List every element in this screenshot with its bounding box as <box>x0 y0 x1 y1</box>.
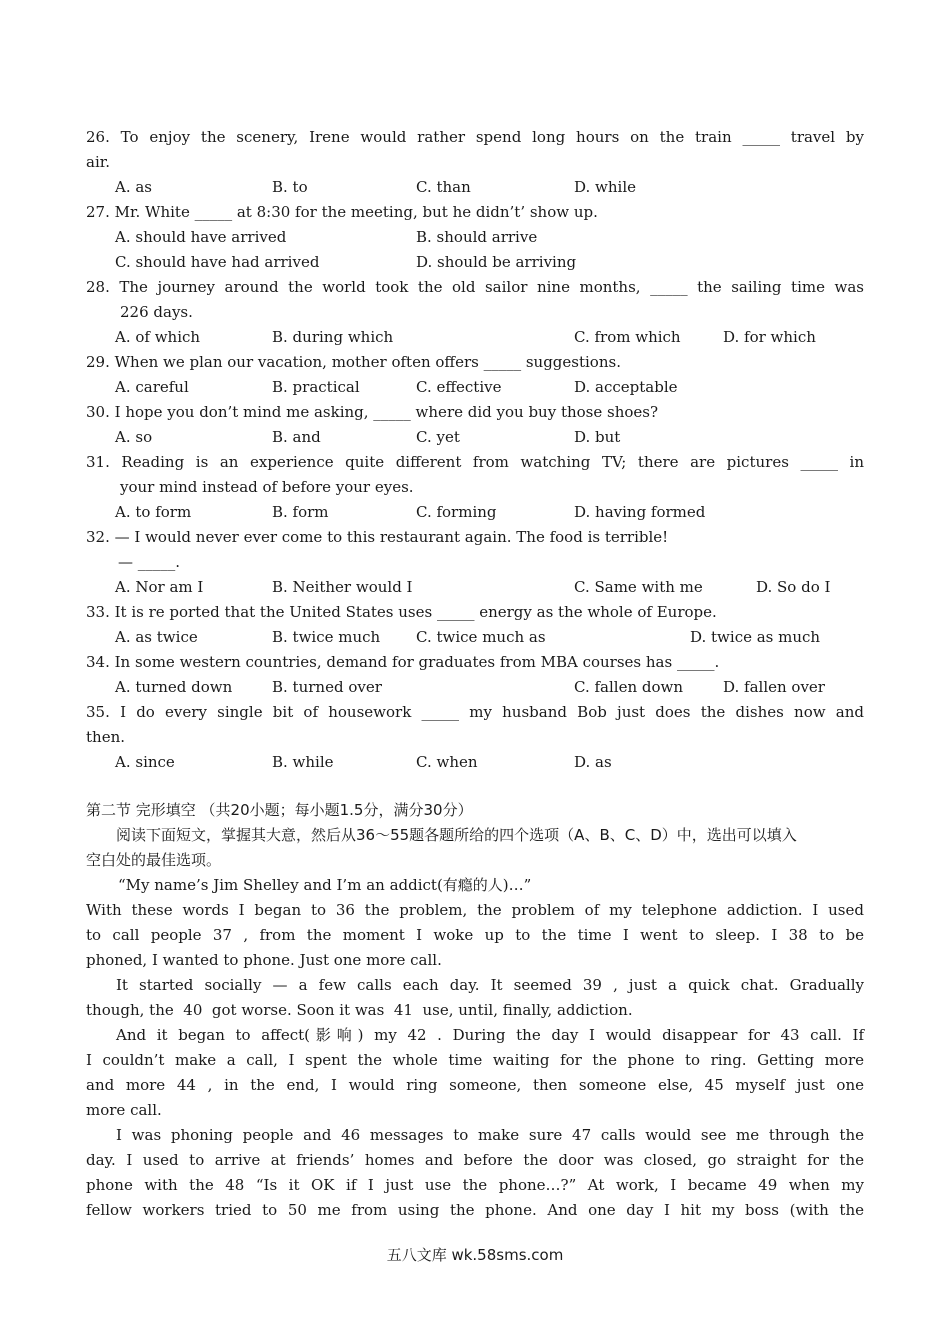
option-d: D. twice as much <box>690 628 821 646</box>
passage-line: and more 44 , in the end, I would ring someone, then someone else, 45 myself just one <box>86 1076 864 1094</box>
option-a: A. should have arrived <box>115 228 287 246</box>
option-c: C. should have had arrived <box>115 253 320 271</box>
passage-line: phoned, I wanted to phone. Just one more call. <box>86 951 442 969</box>
option-b: B. and <box>272 428 321 446</box>
option-b: B. twice much <box>272 628 381 646</box>
question-33-stem: 33. It is re ported that the United States uses _____ energy as the whole of Europe. <box>86 603 717 621</box>
option-b: B. practical <box>272 378 360 396</box>
option-c: C. than <box>416 178 471 196</box>
option-c: C. forming <box>416 503 497 521</box>
option-c: C. Same with me <box>574 578 703 596</box>
passage-title: “My name’s Jim Shelley and I’m an addict(有瘾的人)…” <box>118 876 532 894</box>
option-a: A. careful <box>115 378 189 396</box>
option-b: B. turned over <box>272 678 382 696</box>
question-35-stem-cont: then. <box>86 728 125 746</box>
option-d: D. for which <box>723 328 816 346</box>
page-footer: 五八文库 wk.58sms.com <box>386 1246 564 1264</box>
question-32-stem-cont: — _____. <box>118 553 181 571</box>
passage-line: With these words I began to 36 the problem, the problem of my telephone addiction. I used <box>86 901 864 919</box>
question-32-stem: 32. — I would never ever come to this restaurant again. The food is terrible! <box>86 528 669 546</box>
option-a: A. so <box>115 428 153 446</box>
option-a: A. of which <box>115 328 201 346</box>
option-d: D. as <box>574 753 612 771</box>
option-b: B. Neither would I <box>272 578 413 596</box>
question-31-stem-cont: your mind instead of before your eyes. <box>120 478 414 496</box>
option-a: A. turned down <box>115 678 233 696</box>
question-29-stem: 29. When we plan our vacation, mother often offers _____ suggestions. <box>86 353 621 371</box>
question-35-stem: 35. I do every single bit of housework _____ my husband Bob just does the dishes now and <box>86 703 864 721</box>
option-c: C. effective <box>416 378 502 396</box>
question-26-stem: 26. To enjoy the scenery, Irene would rather spend long hours on the train _____ travel by <box>86 128 864 146</box>
option-a: A. as <box>115 178 153 196</box>
question-26-stem-cont: air. <box>86 153 111 171</box>
passage-line: fellow workers tried to 50 me from using the phone. And one day I hit my boss (with the <box>86 1201 864 1219</box>
option-b: B. form <box>272 503 329 521</box>
question-34-stem: 34. In some western countries, demand for graduates from MBA courses has _____. <box>86 653 720 671</box>
option-d: D. but <box>574 428 621 446</box>
option-a: A. Nor am I <box>115 578 204 596</box>
passage-line: phone with the 48 “Is it OK if I just use the phone…?” At work, I became 49 when my <box>86 1176 864 1194</box>
passage-line: I was phoning people and 46 messages to make sure 47 calls would see me through the <box>116 1126 864 1144</box>
question-28-stem: 28. The journey around the world took the old sailor nine months, _____ the sailing time was <box>86 278 864 296</box>
passage-line: I couldn’t make a call, I spent the whole time waiting for the phone to ring. Getting more <box>86 1051 864 1069</box>
option-d: D. acceptable <box>574 378 678 396</box>
option-c: C. yet <box>416 428 460 446</box>
section-heading: 第二节 完形填空 （共20小题；每小题1.5分，满分30分） <box>86 801 473 819</box>
option-a: A. to form <box>115 503 192 521</box>
passage-line: though, the 40 got worse. Soon it was 41 use, until, finally, addiction. <box>86 1001 633 1019</box>
option-d: D. fallen over <box>723 678 825 696</box>
section-instructions-cont: 空白处的最佳选项。 <box>86 851 222 869</box>
option-b: B. during which <box>272 328 394 346</box>
option-c: C. from which <box>574 328 681 346</box>
passage-line: day. I used to arrive at friends’ homes and before the door was closed, go straight for the <box>86 1151 864 1169</box>
option-d: D. while <box>574 178 636 196</box>
passage-line: And it began to affect(影响) my 42 . During the day I would disappear for 43 call. If <box>116 1026 864 1044</box>
option-b: B. to <box>272 178 308 196</box>
passage-line: to call people 37 , from the moment I woke up to the time I went to sleep. I 38 to be <box>86 926 864 944</box>
passage-line: It started socially — a few calls each day. It seemed 39 , just a quick chat. Gradually <box>116 976 864 994</box>
option-a: A. since <box>115 753 175 771</box>
question-31-stem: 31. Reading is an experience quite different from watching TV; there are pictures _____ in <box>86 453 864 471</box>
option-d: D. having formed <box>574 503 706 521</box>
question-27-stem: 27. Mr. White _____ at 8:30 for the meeting, but he didn’t’ show up. <box>86 203 598 221</box>
option-d: D. So do I <box>756 578 831 596</box>
option-c: C. fallen down <box>574 678 684 696</box>
option-d: D. should be arriving <box>416 253 577 271</box>
option-c: C. when <box>416 753 478 771</box>
section-instructions: 阅读下面短文，掌握其大意，然后从36～55题各题所给的四个选项（A、B、C、D）中，选出可以填入 <box>116 826 797 844</box>
question-30-stem: 30. I hope you don’t mind me asking, _____ where did you buy those shoes? <box>86 403 659 421</box>
option-b: B. while <box>272 753 334 771</box>
option-b: B. should arrive <box>416 228 538 246</box>
question-28-stem-cont: 226 days. <box>120 303 193 321</box>
option-a: A. as twice <box>115 628 198 646</box>
option-c: C. twice much as <box>416 628 546 646</box>
passage-line: more call. <box>86 1101 162 1119</box>
